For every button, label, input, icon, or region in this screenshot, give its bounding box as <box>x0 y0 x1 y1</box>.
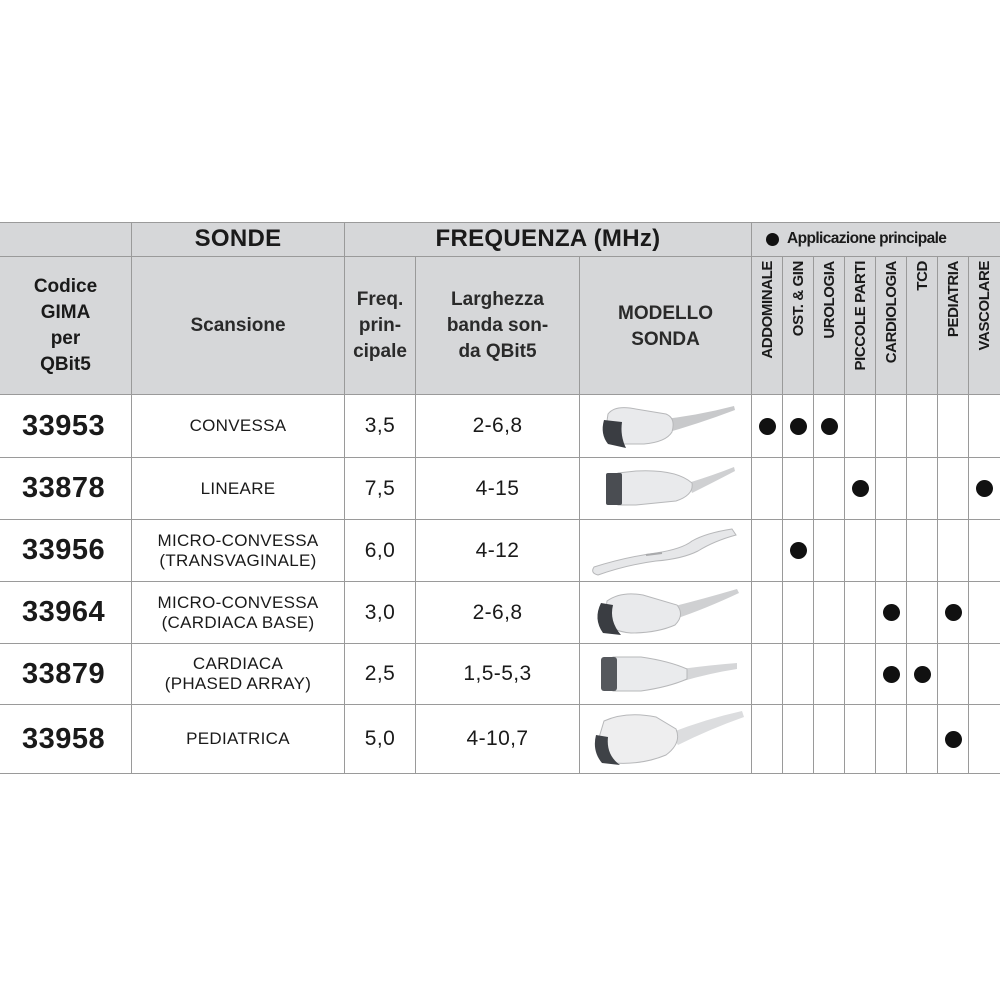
grid-line <box>579 257 580 774</box>
application-cell <box>907 395 937 457</box>
probe-model <box>580 644 751 704</box>
bandwidth: 2-6,8 <box>416 582 579 643</box>
app-header-vascolare: VASCOLARE <box>969 257 1000 394</box>
bandwidth: 1,5-5,3 <box>416 644 579 704</box>
frequenza-group-header: FREQUENZA (MHz) <box>345 222 751 256</box>
probe-model <box>580 705 751 773</box>
convex-probe-icon <box>596 398 736 454</box>
probe-model <box>580 458 751 519</box>
probe-model <box>580 582 751 643</box>
application-cell <box>752 395 782 457</box>
probe-model <box>580 395 751 457</box>
scan-type <box>132 520 344 581</box>
application-dot-icon <box>945 731 962 748</box>
application-cell <box>845 458 875 519</box>
scan-type-line: MICRO-CONVESSA <box>157 592 319 612</box>
scan-type-line: LINEARE <box>200 478 276 498</box>
application-cell <box>814 520 844 581</box>
grid-line <box>0 457 1000 458</box>
main-frequency: 2,5 <box>345 644 415 704</box>
grid-line <box>968 257 969 774</box>
scan-type <box>132 644 344 704</box>
application-dot-icon <box>883 666 900 683</box>
app-header-pediatria: PEDIATRIA <box>938 257 968 394</box>
application-cell <box>938 395 968 457</box>
grid-line <box>0 704 1000 705</box>
grid-line <box>0 394 1000 395</box>
application-dot-icon <box>945 604 962 621</box>
application-cell <box>876 395 906 457</box>
modello-line: MODELLO <box>618 303 713 324</box>
grid-line <box>344 222 345 774</box>
larghezza-header <box>416 257 579 394</box>
main-frequency: 7,5 <box>345 458 415 519</box>
applicazione-legend <box>752 222 1000 256</box>
scan-type <box>132 705 344 773</box>
codice-line: QBit5 <box>40 353 91 375</box>
main-frequency: 3,5 <box>345 395 415 457</box>
scan-type-line: (PHASED ARRAY) <box>164 674 312 693</box>
application-dot-icon <box>914 666 931 683</box>
application-cell <box>907 582 937 643</box>
application-cell <box>783 705 813 773</box>
grid-line <box>782 257 783 774</box>
product-code: 33879 <box>0 644 131 704</box>
codice-line: per <box>50 327 81 349</box>
application-cell <box>876 705 906 773</box>
corner-header <box>0 222 131 256</box>
product-code: 33953 <box>0 395 131 457</box>
legend-dot-icon <box>766 233 779 246</box>
application-cell <box>783 520 813 581</box>
grid-line <box>0 643 1000 644</box>
scan-type-line: MICRO-CONVESSA <box>157 530 319 550</box>
application-cell <box>783 395 813 457</box>
phased-array-probe-icon <box>591 649 741 699</box>
application-cell <box>845 520 875 581</box>
grid-line <box>131 222 132 774</box>
codice-line: GIMA <box>40 301 91 323</box>
legend-label: Applicazione principale <box>787 230 947 247</box>
scan-type-line: (TRANSVAGINALE) <box>159 550 317 570</box>
application-cell <box>969 458 1000 519</box>
application-cell <box>938 458 968 519</box>
application-cell <box>907 458 937 519</box>
application-dot-icon <box>976 480 993 497</box>
application-cell <box>876 582 906 643</box>
grid-line <box>0 581 1000 582</box>
product-code: 33964 <box>0 582 131 643</box>
scan-type <box>132 458 344 519</box>
codice-line: Codice <box>33 275 98 297</box>
app-header-addominale: ADDOMINALE <box>752 257 782 394</box>
application-cell <box>814 705 844 773</box>
scan-type <box>132 395 344 457</box>
application-dot-icon <box>790 418 807 435</box>
bandwidth: 4-15 <box>416 458 579 519</box>
larghezza-line: da QBit5 <box>458 340 537 362</box>
application-cell <box>814 582 844 643</box>
main-frequency: 3,0 <box>345 582 415 643</box>
application-cell <box>876 458 906 519</box>
scan-type <box>132 582 344 643</box>
application-cell <box>752 458 782 519</box>
application-cell <box>752 644 782 704</box>
bandwidth: 4-10,7 <box>416 705 579 773</box>
product-code: 33878 <box>0 458 131 519</box>
probe-model <box>580 520 751 581</box>
application-cell <box>814 458 844 519</box>
application-cell <box>814 395 844 457</box>
application-cell <box>752 520 782 581</box>
application-cell <box>907 644 937 704</box>
application-cell <box>845 395 875 457</box>
linear-probe-icon <box>596 461 736 517</box>
pediatric-probe-icon <box>586 707 746 771</box>
modello-line: SONDA <box>631 329 700 350</box>
app-header-ost-gin: OST. & GIN <box>783 257 813 394</box>
application-cell <box>907 520 937 581</box>
scan-type-line: PEDIATRICA <box>186 729 290 748</box>
freq-header <box>345 257 415 394</box>
application-cell <box>969 520 1000 581</box>
application-cell <box>969 644 1000 704</box>
grid-line <box>0 222 1000 223</box>
scan-type-line: CONVESSA <box>189 416 287 435</box>
product-code: 33956 <box>0 520 131 581</box>
application-cell <box>938 520 968 581</box>
scan-type-line: CARDIACA <box>192 654 284 673</box>
grid-line <box>937 257 938 774</box>
product-code: 33958 <box>0 705 131 773</box>
application-cell <box>938 705 968 773</box>
grid-line <box>844 257 845 774</box>
grid-line <box>751 222 752 774</box>
grid-line <box>0 773 1000 774</box>
larghezza-line: Larghezza <box>451 288 544 310</box>
application-cell <box>876 644 906 704</box>
grid-line <box>0 256 1000 257</box>
app-header-tcd: TCD <box>907 257 937 394</box>
application-cell <box>938 582 968 643</box>
application-cell <box>876 520 906 581</box>
application-cell <box>752 582 782 643</box>
larghezza-line: banda son- <box>446 314 549 336</box>
application-cell <box>969 582 1000 643</box>
codice-header <box>0 257 131 394</box>
main-frequency: 6,0 <box>345 520 415 581</box>
application-cell <box>845 644 875 704</box>
app-header-urologia: UROLOGIA <box>814 257 844 394</box>
application-cell <box>752 705 782 773</box>
grid-line <box>875 257 876 774</box>
application-dot-icon <box>790 542 807 559</box>
transvaginal-probe-icon <box>586 523 746 579</box>
main-frequency: 5,0 <box>345 705 415 773</box>
microconvex-probe-icon <box>591 585 741 641</box>
application-cell <box>783 582 813 643</box>
grid-line <box>813 257 814 774</box>
app-header-piccole-parti: PICCOLE PARTI <box>845 257 875 394</box>
bandwidth: 2-6,8 <box>416 395 579 457</box>
app-header-cardiologia: CARDIOLOGIA <box>876 257 906 394</box>
application-cell <box>845 705 875 773</box>
bandwidth: 4-12 <box>416 520 579 581</box>
application-cell <box>783 458 813 519</box>
application-dot-icon <box>759 418 776 435</box>
application-cell <box>969 705 1000 773</box>
application-cell <box>938 644 968 704</box>
application-cell <box>907 705 937 773</box>
application-cell <box>783 644 813 704</box>
grid-line <box>906 257 907 774</box>
sonde-group-header: SONDE <box>132 222 344 256</box>
scansione-header: Scansione <box>132 257 344 394</box>
application-cell <box>814 644 844 704</box>
freq-line: cipale <box>353 340 407 362</box>
freq-line: Freq. <box>356 288 404 310</box>
application-dot-icon <box>883 604 900 621</box>
freq-line: prin- <box>358 314 402 336</box>
scan-type-line: (CARDIACA BASE) <box>161 612 315 632</box>
grid-line <box>415 257 416 774</box>
grid-line <box>0 519 1000 520</box>
application-cell <box>845 582 875 643</box>
probe-table <box>0 222 1000 774</box>
application-dot-icon <box>852 480 869 497</box>
application-cell <box>969 395 1000 457</box>
application-dot-icon <box>821 418 838 435</box>
modello-header <box>580 257 751 394</box>
